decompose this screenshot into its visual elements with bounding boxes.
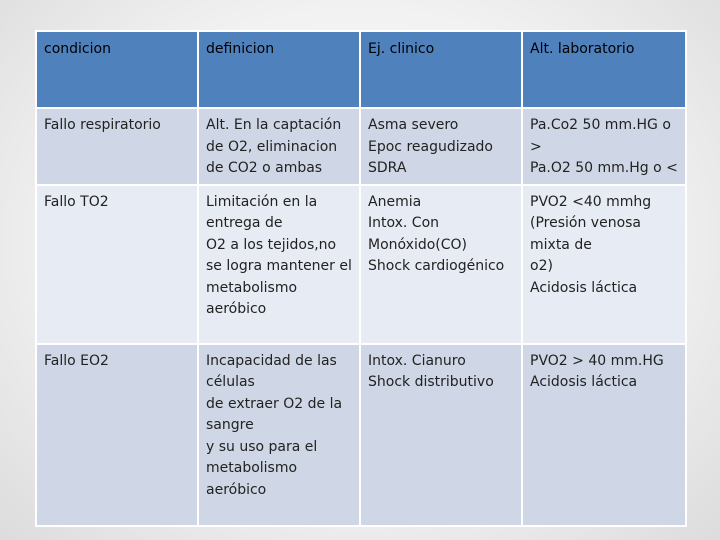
cell-ej-clinico xyxy=(360,185,522,344)
cell-line: PVO2 > 40 mm.HG xyxy=(530,352,664,369)
cell-line: O2 a los tejidos,no se logra mantener el metabolismo aeróbico xyxy=(206,236,352,317)
header-row xyxy=(36,31,686,108)
cell-line: Shock cardiogénico xyxy=(368,258,505,274)
cell-line: Limitación en la entrega de xyxy=(206,193,318,231)
cell-alt-laboratorio xyxy=(522,108,686,185)
cell-line: Fallo TO2 xyxy=(44,193,109,210)
header-ej-clinico: Ej. clinico xyxy=(360,31,522,108)
cell-line: Intox. Cianuro xyxy=(368,352,466,369)
cell-line: Fallo respiratorio xyxy=(44,117,161,133)
cell-line: Asma severo xyxy=(368,117,459,133)
cell-line: Intox. Con Monóxido(CO) xyxy=(368,215,467,253)
cell-line: Alt. En la captación de O2, eliminacion de CO2 o ambas xyxy=(206,117,342,176)
cell-definicion xyxy=(198,185,360,344)
cell-line: Acidosis láctica xyxy=(530,279,638,296)
cell-condicion xyxy=(36,185,198,344)
cell-ej-clinico xyxy=(360,108,522,185)
cell-line: Shock distributivo xyxy=(368,374,494,390)
cell-line: de extraer O2 de la sangre xyxy=(206,395,343,433)
cell-condicion xyxy=(36,344,198,526)
cell-line: o2) xyxy=(530,258,553,274)
cell-condicion xyxy=(36,108,198,185)
cell-line: PVO2 <40 mmhg (Presión venosa mixta de xyxy=(530,193,652,253)
cell-line: Incapacidad de las células xyxy=(206,352,337,390)
cell-definicion xyxy=(198,344,360,526)
cell-alt-laboratorio xyxy=(522,185,686,344)
cell-line: SDRA xyxy=(368,160,407,176)
cell-ej-clinico xyxy=(360,344,522,526)
clinical-table xyxy=(35,30,687,527)
header-alt-laboratorio: Alt. laboratorio xyxy=(522,31,686,108)
table-row xyxy=(36,108,686,185)
header-definicion: definicion xyxy=(198,31,360,108)
cell-line: y su uso para el metabolismo aeróbico xyxy=(206,438,318,498)
cell-line: Fallo EO2 xyxy=(44,352,109,369)
cell-line: Acidosis láctica xyxy=(530,374,638,390)
cell-line: Anemia xyxy=(368,193,422,210)
header-condicion: condicion xyxy=(36,31,198,108)
cell-line: Epoc reagudizado xyxy=(368,138,494,155)
table-row xyxy=(36,344,686,526)
cell-definicion xyxy=(198,108,360,185)
table-row xyxy=(36,185,686,344)
cell-line: Pa.O2 50 mm.Hg o < xyxy=(530,160,678,176)
cell-line: Pa.Co2 50 mm.HG o > xyxy=(530,117,671,155)
cell-alt-laboratorio xyxy=(522,344,686,526)
